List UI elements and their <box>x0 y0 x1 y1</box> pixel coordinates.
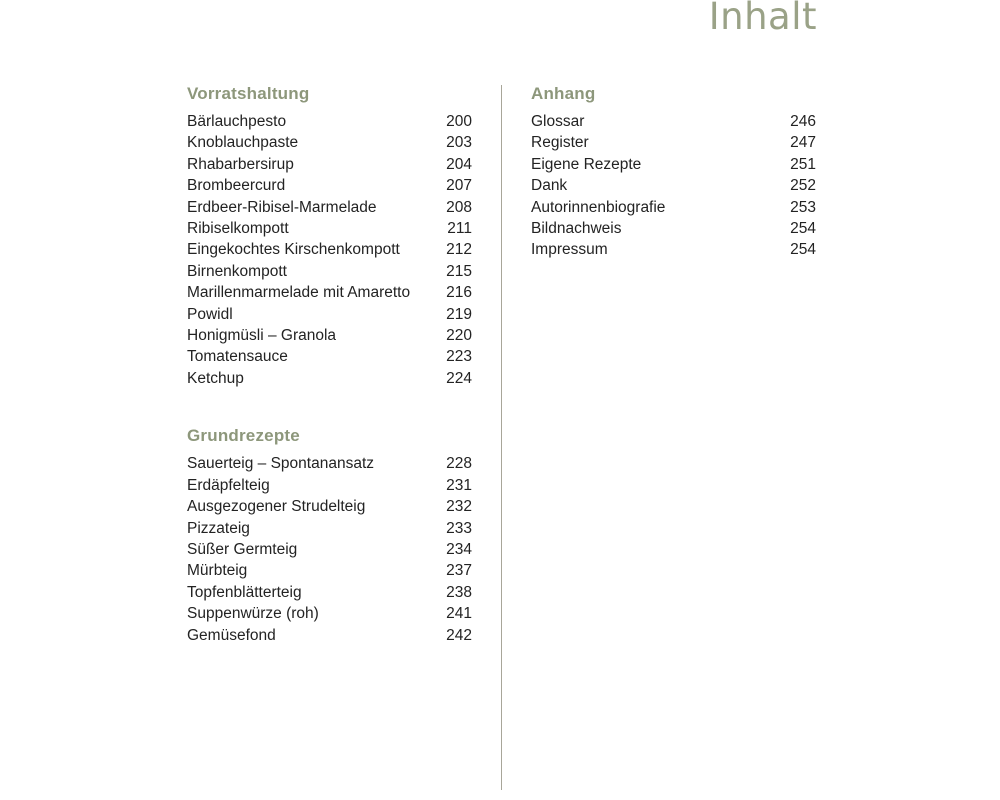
toc-entry-page: 212 <box>446 241 472 259</box>
toc-entry-page: 200 <box>446 113 472 130</box>
toc-entry <box>187 560 472 581</box>
toc-entry-page: 220 <box>446 327 472 345</box>
toc-entry <box>187 154 472 175</box>
toc-entry-label: Honigmüsli – Granola <box>187 327 337 345</box>
toc-entry-page: 204 <box>446 155 472 173</box>
toc-entry-label: Sauerteig – Spontanansatz <box>187 455 374 473</box>
toc-entry <box>187 325 472 346</box>
toc-entry-page: 233 <box>446 519 472 537</box>
toc-entry-page: 223 <box>446 348 472 366</box>
toc-entry-page: 232 <box>446 498 472 516</box>
toc-entry-page: 252 <box>790 177 816 195</box>
toc-entry-page: 219 <box>446 305 472 323</box>
toc-entry-label: Brombeercurd <box>187 177 286 195</box>
toc-entry-label: Eingekochtes Kirschenkompott <box>187 241 400 259</box>
toc-entry-page: 207 <box>446 177 472 195</box>
toc-entry-page: 254 <box>790 241 816 259</box>
toc-entry-label: Mürbteig <box>187 562 248 580</box>
toc-entry <box>187 282 472 303</box>
section-heading: Anhang <box>531 84 596 103</box>
toc-entry <box>531 132 816 153</box>
toc-entry-label: Rhabarbersirup <box>187 155 294 173</box>
toc-entry-label: Ketchup <box>187 369 244 387</box>
toc-entry-label: Glossar <box>531 113 585 130</box>
toc-entry-label: Marillenmarmelade mit Amaretto <box>187 284 411 302</box>
toc-entry <box>531 218 816 239</box>
toc-entry-label: Autorinnenbiografie <box>531 198 666 216</box>
toc-entry-page: 224 <box>446 369 472 387</box>
toc-entry-page: 254 <box>790 220 816 238</box>
toc-entry <box>187 475 472 496</box>
toc-entry-page: 246 <box>790 113 816 130</box>
toc-entry <box>187 197 472 218</box>
toc-entry-label: Topfenblätterteig <box>187 583 302 601</box>
toc-entry-page: 238 <box>446 583 472 601</box>
toc-entry-label: Bärlauchpesto <box>187 113 287 130</box>
toc-entry-page: 215 <box>446 262 472 280</box>
toc-entry <box>187 304 472 325</box>
column-divider <box>501 85 502 790</box>
toc-section-anhang <box>531 84 816 261</box>
toc-entry <box>187 132 472 153</box>
toc-entry-label: Dank <box>531 177 568 195</box>
toc-entry-label: Knoblauchpaste <box>187 134 299 152</box>
toc-entry-page: 216 <box>446 284 472 302</box>
toc-entry-page: 242 <box>446 626 472 644</box>
toc-entry <box>187 368 472 389</box>
toc-entry <box>187 453 472 474</box>
toc-entry <box>187 603 472 624</box>
toc-entry <box>187 239 472 260</box>
toc-entry <box>187 539 472 560</box>
toc-entry <box>187 111 472 132</box>
toc-entry-page: 203 <box>446 134 472 152</box>
toc-entry <box>531 239 816 260</box>
toc-entry-label: Süßer Germteig <box>187 540 298 558</box>
toc-entry <box>187 346 472 367</box>
toc-entry-page: 234 <box>446 540 472 558</box>
toc-section-vorratshaltung <box>187 84 472 389</box>
toc-entry <box>531 175 816 196</box>
toc-entry <box>187 218 472 239</box>
toc-entry-label: Birnenkompott <box>187 262 287 280</box>
toc-entry <box>187 518 472 539</box>
section-heading: Grundrezepte <box>187 426 300 446</box>
toc-entry <box>187 496 472 517</box>
toc-entry <box>187 625 472 646</box>
toc-entry-label: Bildnachweis <box>531 220 622 238</box>
toc-entry-page: 253 <box>790 198 816 216</box>
toc-entry-label: Impressum <box>531 241 608 259</box>
toc-entry-page: 208 <box>446 198 472 216</box>
toc-entry <box>187 261 472 282</box>
toc-section-grundrezepte <box>187 426 472 646</box>
section-heading: Vorratshaltung <box>187 84 310 103</box>
toc-entry-label: Powidl <box>187 305 233 323</box>
toc-entry-page: 247 <box>790 134 816 152</box>
toc-entry-label: Pizzateig <box>187 519 250 537</box>
toc-entry-label: Tomatensauce <box>187 348 288 366</box>
toc-entry-label: Ausgezogener Strudelteig <box>187 498 366 516</box>
toc-entry <box>187 582 472 603</box>
toc-entry-label: Suppenwürze (roh) <box>187 605 319 623</box>
toc-entry-page: 241 <box>446 605 472 623</box>
toc-entry-page: 211 <box>447 220 472 238</box>
toc-entry-label: Register <box>531 134 589 152</box>
toc-entry-label: Eigene Rezepte <box>531 155 642 173</box>
toc-entry <box>531 111 816 132</box>
toc-entry-page: 231 <box>446 476 472 494</box>
toc-entry <box>531 154 816 175</box>
toc-entry-label: Gemüsefond <box>187 626 276 644</box>
toc-column-left <box>187 84 472 646</box>
toc-entry-page: 228 <box>446 455 472 473</box>
toc-entry <box>187 175 472 196</box>
toc-column-right <box>531 84 816 261</box>
toc-entry-page: 251 <box>790 155 816 173</box>
page-title: Inhalt <box>708 0 817 38</box>
toc-entry-label: Erdbeer-Ribisel-Marmelade <box>187 198 377 216</box>
toc-entry <box>531 197 816 218</box>
toc-entry-label: Ribiselkompott <box>187 220 289 238</box>
toc-entry-page: 237 <box>446 562 472 580</box>
toc-entry-label: Erdäpfelteig <box>187 476 270 494</box>
